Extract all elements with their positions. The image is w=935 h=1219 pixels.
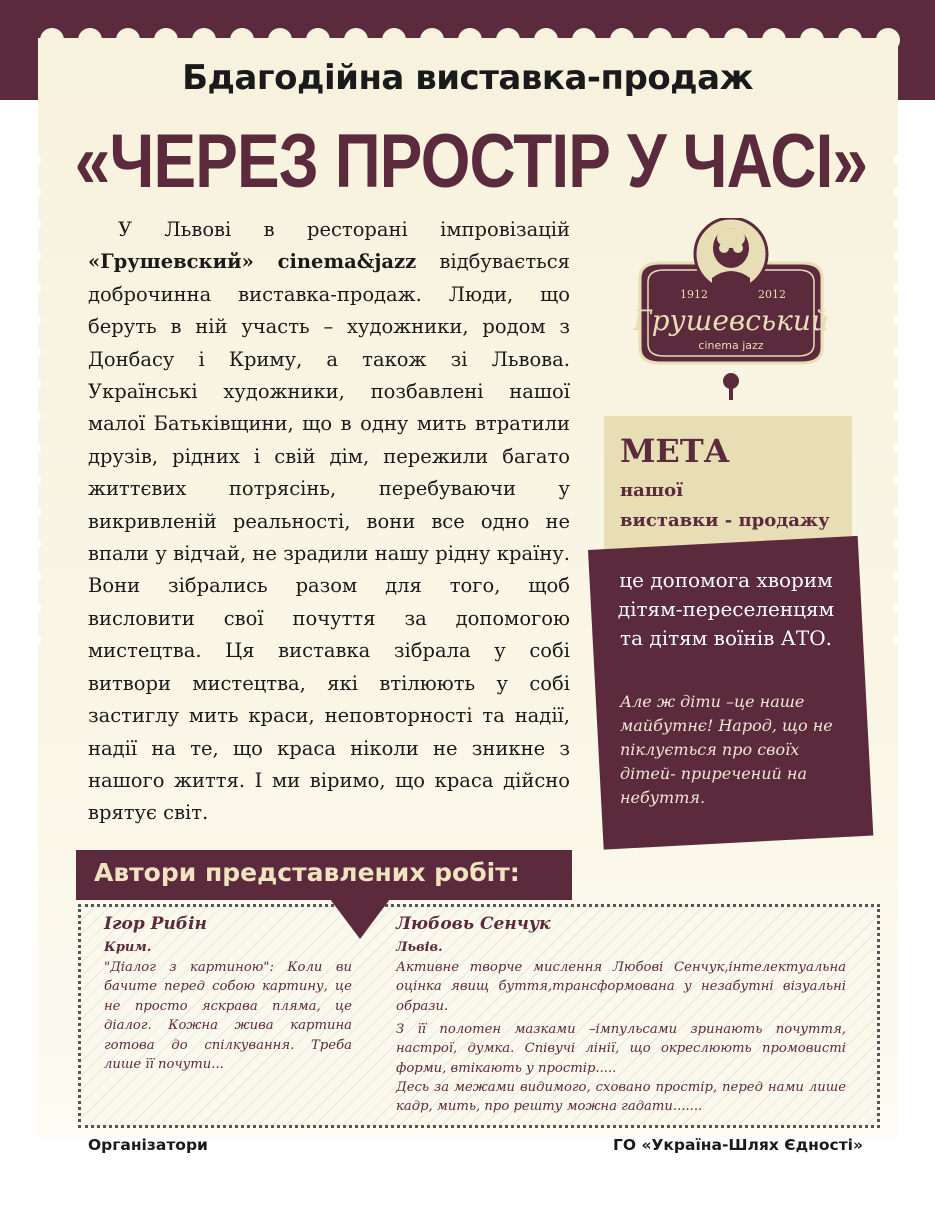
perforation-dot bbox=[686, 28, 710, 52]
goal-quote: Але ж діти –це наше майбутнє! Народ, що не піклується про своїх дітей- приречений на небуття. bbox=[620, 692, 833, 807]
stamp-perforation-top bbox=[0, 0, 935, 60]
perforation-dot bbox=[40, 28, 64, 52]
perforation-dot bbox=[306, 28, 330, 52]
organizers-label: Організатори bbox=[88, 1136, 208, 1154]
author-name-2: Любовь Сенчук bbox=[396, 914, 551, 934]
perforation-dot bbox=[648, 28, 672, 52]
perforation-dot bbox=[268, 28, 292, 52]
perforation-dot bbox=[420, 28, 444, 52]
event-title: «ЧЕРЕЗ ПРОСТІР У ЧАСІ» bbox=[74, 119, 868, 204]
perforation-dot bbox=[724, 28, 748, 52]
author-bio-2-p3: Десь за межами видимого, сховано простір, перед нами лише кадр, мить, про решту можна гадати....... bbox=[396, 1080, 846, 1115]
perforation-dot bbox=[230, 28, 254, 52]
intro-text-part1: У Львові в ресторані імпровізацій bbox=[118, 218, 570, 241]
perforation-dot bbox=[762, 28, 786, 52]
intro-venue-name: «Грушевский» cinema&jazz bbox=[88, 250, 417, 274]
goal-subtitle-1: нашої bbox=[620, 480, 684, 501]
authors-heading: Автори представлених робіт: bbox=[94, 858, 520, 887]
perforation-dot bbox=[192, 28, 216, 52]
stamp-perforation-right bbox=[892, 150, 904, 670]
author-name-1: Ігор Рибін bbox=[104, 914, 207, 934]
perforation-dot bbox=[800, 28, 824, 52]
organizer-name: ГО «Україна-Шлях Єдності» bbox=[613, 1136, 863, 1154]
goal-subtitle-2: виставки - продажу bbox=[620, 510, 830, 531]
logo-name: Грушевський bbox=[633, 304, 829, 337]
author-bio-1: "Діалог з картиною": Коли ви бачите перед собою картину, це не просто яскрава пляма, це діалог. Кожна жива картина готова до спілкування. Треба лише її почути... bbox=[104, 960, 352, 1073]
author-place-1: Крим. bbox=[104, 940, 152, 955]
logo-tagline: cinema jazz bbox=[698, 339, 764, 352]
stamp-perforation-left bbox=[30, 150, 42, 670]
perforation-dot bbox=[838, 28, 862, 52]
logo-year-right: 2012 bbox=[758, 288, 786, 301]
perforation-dot bbox=[382, 28, 406, 52]
author-place-2: Львів. bbox=[396, 940, 443, 955]
perforation-dot bbox=[572, 28, 596, 52]
grushevsky-logo bbox=[620, 218, 842, 408]
event-subtitle: Бдагодійна виставка-продаж bbox=[182, 58, 753, 98]
perforation-dot bbox=[458, 28, 482, 52]
intro-text-part2: відбувається доброчинна виставка-продаж. Люди, що беруть в ній участь – художники, родом з Донбасу і Криму, а також зі Львова. Українські художники, позбавлені нашої малої Батьківщини, що в одну мить втратили друзів, рідних і свій дім, пережили багато життєвих потрясінь, перебуваючи у викривленій реальності, вони все одно не впали у відчай, не зрадили нашу рідну країну. Вони зібрались разом для того, щоб висловити свої почуття за допомогою мистецтва. Ця виставка зібрала у собі витвори мистецтва, які втілюють у собі застиглу мить краси, неповторності та надії, надії на те, що краса ніколи не зникне з нашого життя. І ми віримо, що краса дійсно врятує світ. bbox=[88, 250, 570, 825]
authors-banner-pointer bbox=[330, 899, 390, 939]
perforation-dot bbox=[116, 28, 140, 52]
perforation-dot bbox=[610, 28, 634, 52]
perforation-dot bbox=[344, 28, 368, 52]
perforation-dot bbox=[496, 28, 520, 52]
perforation-dot bbox=[154, 28, 178, 52]
perforation-dot bbox=[534, 28, 558, 52]
goal-description: це допомога хворим дітям-переселенцям та дітям воїнів АТО. bbox=[617, 568, 835, 650]
logo-year-left: 1912 bbox=[680, 288, 708, 301]
author-bio-2-p1: Активне творче мислення Любові Сенчук,інтелектуальна оцінка явищ буття,трансформована у незабутні візуальні образи. bbox=[396, 960, 846, 1014]
perforation-dot bbox=[876, 28, 900, 52]
author-bio-2-p2: З її полотен мазками –імпульсами зринають почуття, настрої, думка. Співучі лінії, що окреслюють промовисті форми, втікають у простір..... bbox=[396, 1022, 846, 1076]
perforation-dot bbox=[78, 28, 102, 52]
goal-title: МЕТА bbox=[620, 432, 730, 470]
intro-paragraph bbox=[88, 214, 570, 830]
